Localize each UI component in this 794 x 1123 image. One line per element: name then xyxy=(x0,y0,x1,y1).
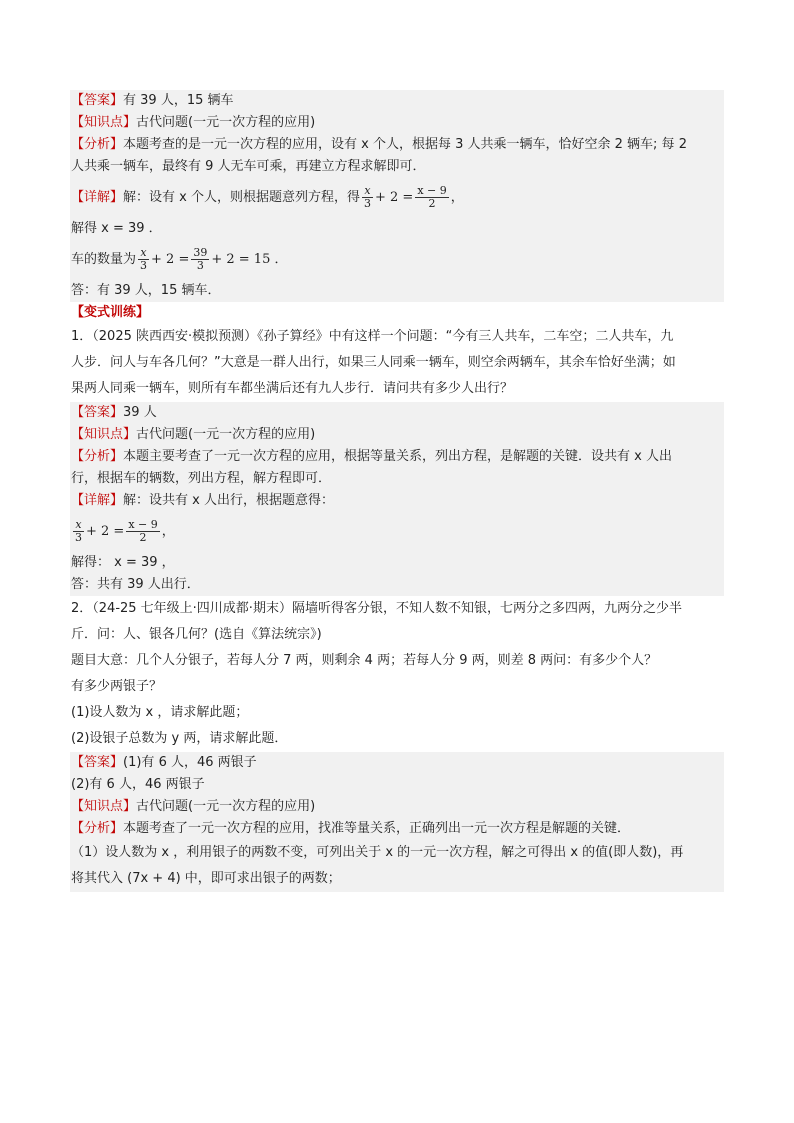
analysis-row xyxy=(70,446,724,468)
answer-text: 39 人 xyxy=(123,405,157,420)
knowledge-row xyxy=(70,112,724,134)
detail-tag: 【详解】 xyxy=(71,493,124,508)
numerator: x xyxy=(362,185,373,198)
denominator: 2 xyxy=(139,531,147,544)
solve-row: 解得 x = 39 ． xyxy=(70,218,724,240)
denominator: 3 xyxy=(363,197,371,210)
analysis-text: 本题考查了一元一次方程的应用，找准等量关系，正确列出一元一次方程是解题的关键． xyxy=(123,821,631,836)
denominator: 3 xyxy=(196,259,204,272)
cars-row xyxy=(70,240,724,280)
knowledge-tag: 【知识点】 xyxy=(71,427,137,442)
question-2-line: 2．（24-25 七年级上·四川成都·期末）隔墙听得客分银，不知人数不知银，七两分之多四两，九两分之少半 xyxy=(71,601,682,616)
answer-tag: 【答案】 xyxy=(71,405,124,420)
analysis-text: 本题主要考查了一元一次方程的应用，根据等量关系，列出方程，是解题的关键．设共有 x 人出 xyxy=(123,449,672,464)
denominator: 3 xyxy=(140,259,148,272)
analysis-detail-line: 将其代入 (7x + 4) 中，即可求出银子的两数； xyxy=(70,866,724,892)
knowledge-text: 古代问题(一元一次方程的应用) xyxy=(136,799,316,814)
equation-middle: + 2 = xyxy=(151,252,190,267)
analysis-tag: 【分析】 xyxy=(71,449,124,464)
fraction-x-over-3 xyxy=(73,519,84,544)
question-1-line: 人步．问人与车各几何？”大意是一群人出行，如果三人同乘一辆车，则空余两辆车，其余车恰好坐满；如 xyxy=(71,355,676,370)
question-2-line: 有多少两银子？ xyxy=(71,679,163,694)
analysis-row-continued: 人共乘一辆车，最终有 9 人无车可乘，再建立方程求解即可． xyxy=(70,156,724,178)
question-2-line: 题目大意：几个人分银子，若每人分 7 两，则剩余 4 两；若每人分 9 两，则差 8 两问：有多少个人？ xyxy=(71,653,658,668)
analysis-tag: 【分析】 xyxy=(71,821,124,836)
final-answer-row: 答：共有 39 人出行． xyxy=(70,574,724,596)
answer-text: 有 39 人，15 辆车 xyxy=(123,93,234,108)
answer-tag: 【答案】 xyxy=(71,93,124,108)
question-1-line: 果两人同乘一辆车，则所有车都坐满后还有九人步行．请问共有多少人出行？ xyxy=(71,381,514,396)
numerator: x xyxy=(138,247,149,260)
fraction-x-over-3 xyxy=(362,185,373,210)
numerator: x xyxy=(73,519,84,532)
fraction-x-over-3 xyxy=(138,247,149,272)
equation-end: + 2 = 15 ． xyxy=(211,252,288,267)
fraction-x-minus-9-over-2 xyxy=(415,185,448,210)
knowledge-row xyxy=(70,796,724,818)
numerator: x − 9 xyxy=(128,518,158,531)
final-answer-row: 答：有 39 人，15 辆车． xyxy=(70,280,724,302)
equation-middle: + 2 = xyxy=(374,190,414,205)
fraction-39-over-3 xyxy=(191,247,209,272)
knowledge-tag: 【知识点】 xyxy=(71,115,137,130)
knowledge-text: 古代问题(一元一次方程的应用) xyxy=(136,115,316,130)
detail-text: 解：设共有 x 人出行，根据题意得： xyxy=(123,493,334,508)
analysis-row-continued: 行，根据车的辆数，列出方程，解方程即可． xyxy=(70,468,724,490)
numerator: x − 9 xyxy=(417,184,447,197)
denominator: 2 xyxy=(428,197,436,210)
analysis-text: 本题考查的是一元一次方程的应用，设有 x 个人，根据每 3 人共乘一辆车，恰好空余 2 辆车; 每 2 xyxy=(123,137,687,152)
answer-row xyxy=(70,752,724,774)
detail-row: 【详解】解：设有 x 个人，则根据题意列方程，得 $\frac{x}{3}$ + 2 = $\frac{x - 9}{2}$ ， xyxy=(70,178,724,218)
knowledge-row xyxy=(70,424,724,446)
answer-row xyxy=(70,90,724,112)
analysis-tag: 【分析】 xyxy=(71,137,124,152)
equation-middle: + 2 = xyxy=(86,524,125,539)
question-2-part-2: (2)设银子总数为 y 两，请求解此题． xyxy=(71,731,288,746)
analysis-row xyxy=(70,818,724,840)
analysis-detail-line: （1）设人数为 x ，利用银子的两数不变，可列出关于 x 的一元一次方程，解之可得出 x 的值(即人数)，再 xyxy=(70,840,724,866)
fraction-x-minus-9-over-2 xyxy=(126,519,159,544)
equation-comma: ， xyxy=(161,524,175,539)
detail-text: 解：设有 x 个人，则根据题意列方程，得 xyxy=(123,190,360,205)
analysis-row xyxy=(70,134,724,156)
numerator: 39 xyxy=(193,246,208,259)
answer-row-part-2: (2)有 6 人，46 两银子 xyxy=(70,774,724,796)
solve-row: 解得： x = 39 ， xyxy=(70,552,724,574)
question-2-part-1: (1)设人数为 x ，请求解此题； xyxy=(71,705,249,720)
knowledge-tag: 【知识点】 xyxy=(71,799,137,814)
detail-row xyxy=(70,490,724,512)
answer-row xyxy=(70,402,724,424)
question-1-line: 1．（2025 陕西西安·模拟预测）《孙子算经》中有这样一个问题：“今有三人共车，二车空；二人共车，九 xyxy=(71,329,674,344)
cars-text: 车的数量为 xyxy=(71,252,137,267)
detail-tag: 【详解】 xyxy=(71,190,124,205)
answer-tag: 【答案】 xyxy=(71,755,124,770)
question-2-line: 斤．问：人、银各几何？(选自《算法统宗》) xyxy=(71,627,322,642)
section-title: 【变式训练】 xyxy=(71,305,150,320)
answer-text: (1)有 6 人，46 两银子 xyxy=(123,755,257,770)
denominator: 3 xyxy=(75,531,82,544)
document-content xyxy=(70,90,724,892)
equation-row xyxy=(70,512,724,552)
knowledge-text: 古代问题(一元一次方程的应用) xyxy=(136,427,316,442)
